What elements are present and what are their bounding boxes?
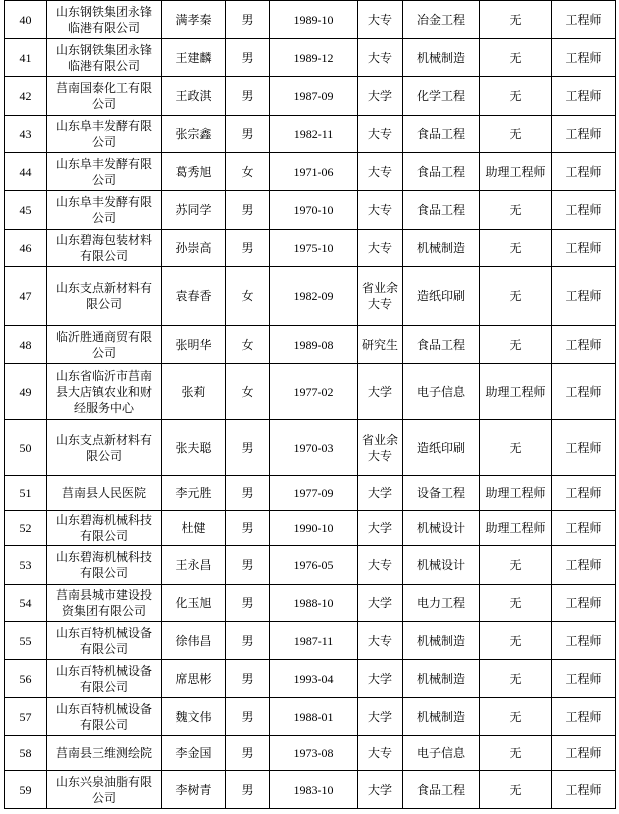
- company-cell: 山东省临沂市莒南县大店镇农业和财经服务中心: [47, 364, 162, 420]
- education-cell: 大学: [358, 771, 403, 809]
- person-name-cell: 魏文伟: [162, 698, 226, 736]
- current-title-cell: 助理工程师: [480, 153, 552, 191]
- applied-title-cell: 工程师: [552, 364, 616, 420]
- personnel-table: [4, 0, 616, 809]
- education-cell: 大学: [358, 585, 403, 622]
- gender-cell: 男: [226, 736, 270, 771]
- current-title-cell: 无: [480, 420, 552, 476]
- major-cell: 食品工程: [403, 116, 480, 153]
- birth-date-cell: 1989-10: [270, 1, 358, 39]
- current-title-cell: 无: [480, 585, 552, 622]
- major-cell: 电子信息: [403, 736, 480, 771]
- education-cell: 大专: [358, 153, 403, 191]
- company-cell: 山东支点新材料有限公司: [47, 420, 162, 476]
- education-cell: 大专: [358, 191, 403, 230]
- company-cell: 山东支点新材料有限公司: [47, 267, 162, 326]
- major-cell: 机械制造: [403, 660, 480, 698]
- major-cell: 机械制造: [403, 622, 480, 660]
- row-number-cell: 49: [5, 364, 47, 420]
- applied-title-cell: 工程师: [552, 771, 616, 809]
- person-name-cell: 王永昌: [162, 546, 226, 585]
- birth-date-cell: 1973-08: [270, 736, 358, 771]
- person-name-cell: 化玉旭: [162, 585, 226, 622]
- education-cell: 大学: [358, 660, 403, 698]
- company-cell: 山东钢铁集团永锋临港有限公司: [47, 39, 162, 77]
- major-cell: 机械设计: [403, 546, 480, 585]
- major-cell: 机械设计: [403, 511, 480, 546]
- current-title-cell: 无: [480, 116, 552, 153]
- gender-cell: 女: [226, 153, 270, 191]
- major-cell: 电子信息: [403, 364, 480, 420]
- gender-cell: 男: [226, 622, 270, 660]
- current-title-cell: 无: [480, 660, 552, 698]
- current-title-cell: 无: [480, 39, 552, 77]
- education-cell: 大学: [358, 364, 403, 420]
- company-cell: 莒南县城市建设投资集团有限公司: [47, 585, 162, 622]
- row-number-cell: 55: [5, 622, 47, 660]
- education-cell: 省业余大专: [358, 267, 403, 326]
- major-cell: 机械制造: [403, 39, 480, 77]
- table-row: [5, 420, 616, 476]
- table-row: [5, 476, 616, 511]
- birth-date-cell: 1989-12: [270, 39, 358, 77]
- applied-title-cell: 工程师: [552, 191, 616, 230]
- table-row: [5, 364, 616, 420]
- gender-cell: 男: [226, 191, 270, 230]
- person-name-cell: 满孝秦: [162, 1, 226, 39]
- company-cell: 山东阜丰发酵有限公司: [47, 153, 162, 191]
- table-row: [5, 267, 616, 326]
- person-name-cell: 席思彬: [162, 660, 226, 698]
- row-number-cell: 54: [5, 585, 47, 622]
- table-row: [5, 622, 616, 660]
- row-number-cell: 47: [5, 267, 47, 326]
- birth-date-cell: 1970-10: [270, 191, 358, 230]
- major-cell: 机械制造: [403, 698, 480, 736]
- current-title-cell: 无: [480, 622, 552, 660]
- education-cell: 大专: [358, 39, 403, 77]
- row-number-cell: 51: [5, 476, 47, 511]
- education-cell: 大学: [358, 511, 403, 546]
- row-number-cell: 52: [5, 511, 47, 546]
- applied-title-cell: 工程师: [552, 736, 616, 771]
- person-name-cell: 王政淇: [162, 77, 226, 116]
- birth-date-cell: 1987-09: [270, 77, 358, 116]
- table-row: [5, 1, 616, 39]
- current-title-cell: 无: [480, 736, 552, 771]
- current-title-cell: 无: [480, 771, 552, 809]
- table-row: [5, 736, 616, 771]
- gender-cell: 男: [226, 77, 270, 116]
- birth-date-cell: 1990-10: [270, 511, 358, 546]
- company-cell: 山东钢铁集团永锋临港有限公司: [47, 1, 162, 39]
- major-cell: 造纸印刷: [403, 420, 480, 476]
- person-name-cell: 张宗鑫: [162, 116, 226, 153]
- row-number-cell: 56: [5, 660, 47, 698]
- gender-cell: 男: [226, 660, 270, 698]
- gender-cell: 男: [226, 476, 270, 511]
- major-cell: 电力工程: [403, 585, 480, 622]
- birth-date-cell: 1988-01: [270, 698, 358, 736]
- applied-title-cell: 工程师: [552, 420, 616, 476]
- person-name-cell: 李金国: [162, 736, 226, 771]
- gender-cell: 男: [226, 771, 270, 809]
- applied-title-cell: 工程师: [552, 476, 616, 511]
- major-cell: 食品工程: [403, 771, 480, 809]
- birth-date-cell: 1976-05: [270, 546, 358, 585]
- applied-title-cell: 工程师: [552, 511, 616, 546]
- current-title-cell: 无: [480, 1, 552, 39]
- gender-cell: 男: [226, 39, 270, 77]
- current-title-cell: 助理工程师: [480, 476, 552, 511]
- person-name-cell: 孙崇高: [162, 230, 226, 267]
- table-row: [5, 39, 616, 77]
- current-title-cell: 助理工程师: [480, 511, 552, 546]
- row-number-cell: 48: [5, 326, 47, 364]
- birth-date-cell: 1982-09: [270, 267, 358, 326]
- row-number-cell: 57: [5, 698, 47, 736]
- birth-date-cell: 1970-03: [270, 420, 358, 476]
- current-title-cell: 无: [480, 77, 552, 116]
- table-row: [5, 698, 616, 736]
- major-cell: 食品工程: [403, 191, 480, 230]
- gender-cell: 男: [226, 116, 270, 153]
- birth-date-cell: 1988-10: [270, 585, 358, 622]
- person-name-cell: 葛秀旭: [162, 153, 226, 191]
- person-name-cell: 杜健: [162, 511, 226, 546]
- company-cell: 莒南县三维测绘院: [47, 736, 162, 771]
- birth-date-cell: 1971-06: [270, 153, 358, 191]
- current-title-cell: 无: [480, 267, 552, 326]
- gender-cell: 男: [226, 230, 270, 267]
- row-number-cell: 58: [5, 736, 47, 771]
- row-number-cell: 43: [5, 116, 47, 153]
- row-number-cell: 53: [5, 546, 47, 585]
- company-cell: 莒南国泰化工有限公司: [47, 77, 162, 116]
- gender-cell: 男: [226, 420, 270, 476]
- table-row: [5, 546, 616, 585]
- table-row: [5, 77, 616, 116]
- company-cell: 山东百特机械设备有限公司: [47, 698, 162, 736]
- education-cell: 大学: [358, 476, 403, 511]
- person-name-cell: 李树青: [162, 771, 226, 809]
- education-cell: 大专: [358, 1, 403, 39]
- gender-cell: 女: [226, 364, 270, 420]
- row-number-cell: 42: [5, 77, 47, 116]
- table-row: [5, 230, 616, 267]
- person-name-cell: 王建麟: [162, 39, 226, 77]
- current-title-cell: 无: [480, 326, 552, 364]
- gender-cell: 男: [226, 1, 270, 39]
- person-name-cell: 袁春香: [162, 267, 226, 326]
- row-number-cell: 41: [5, 39, 47, 77]
- person-name-cell: 徐伟昌: [162, 622, 226, 660]
- current-title-cell: 无: [480, 191, 552, 230]
- current-title-cell: 无: [480, 546, 552, 585]
- birth-date-cell: 1977-09: [270, 476, 358, 511]
- gender-cell: 女: [226, 326, 270, 364]
- person-name-cell: 苏同学: [162, 191, 226, 230]
- applied-title-cell: 工程师: [552, 660, 616, 698]
- company-cell: 莒南县人民医院: [47, 476, 162, 511]
- company-cell: 山东碧海机械科技有限公司: [47, 546, 162, 585]
- applied-title-cell: 工程师: [552, 39, 616, 77]
- major-cell: 化学工程: [403, 77, 480, 116]
- applied-title-cell: 工程师: [552, 1, 616, 39]
- current-title-cell: 无: [480, 698, 552, 736]
- row-number-cell: 59: [5, 771, 47, 809]
- table-row: [5, 585, 616, 622]
- education-cell: 大专: [358, 546, 403, 585]
- person-name-cell: 李元胜: [162, 476, 226, 511]
- major-cell: 食品工程: [403, 326, 480, 364]
- gender-cell: 男: [226, 546, 270, 585]
- education-cell: 省业余大专: [358, 420, 403, 476]
- applied-title-cell: 工程师: [552, 267, 616, 326]
- major-cell: 设备工程: [403, 476, 480, 511]
- education-cell: 大学: [358, 77, 403, 116]
- birth-date-cell: 1975-10: [270, 230, 358, 267]
- company-cell: 山东阜丰发酵有限公司: [47, 116, 162, 153]
- applied-title-cell: 工程师: [552, 230, 616, 267]
- birth-date-cell: 1987-11: [270, 622, 358, 660]
- gender-cell: 女: [226, 267, 270, 326]
- company-cell: 山东百特机械设备有限公司: [47, 660, 162, 698]
- major-cell: 机械制造: [403, 230, 480, 267]
- row-number-cell: 44: [5, 153, 47, 191]
- applied-title-cell: 工程师: [552, 585, 616, 622]
- education-cell: 研究生: [358, 326, 403, 364]
- table-row: [5, 511, 616, 546]
- company-cell: 临沂胜通商贸有限公司: [47, 326, 162, 364]
- table-row: [5, 326, 616, 364]
- company-cell: 山东碧海包装材料有限公司: [47, 230, 162, 267]
- person-name-cell: 张明华: [162, 326, 226, 364]
- row-number-cell: 40: [5, 1, 47, 39]
- major-cell: 冶金工程: [403, 1, 480, 39]
- company-cell: 山东百特机械设备有限公司: [47, 622, 162, 660]
- applied-title-cell: 工程师: [552, 77, 616, 116]
- applied-title-cell: 工程师: [552, 622, 616, 660]
- major-cell: 食品工程: [403, 153, 480, 191]
- education-cell: 大专: [358, 116, 403, 153]
- person-name-cell: 张莉: [162, 364, 226, 420]
- table-row: [5, 771, 616, 809]
- row-number-cell: 46: [5, 230, 47, 267]
- applied-title-cell: 工程师: [552, 698, 616, 736]
- current-title-cell: 助理工程师: [480, 364, 552, 420]
- birth-date-cell: 1977-02: [270, 364, 358, 420]
- table-body: [5, 1, 616, 809]
- table-row: [5, 116, 616, 153]
- major-cell: 造纸印刷: [403, 267, 480, 326]
- applied-title-cell: 工程师: [552, 116, 616, 153]
- education-cell: 大专: [358, 736, 403, 771]
- applied-title-cell: 工程师: [552, 546, 616, 585]
- table-row: [5, 153, 616, 191]
- current-title-cell: 无: [480, 230, 552, 267]
- row-number-cell: 45: [5, 191, 47, 230]
- birth-date-cell: 1989-08: [270, 326, 358, 364]
- education-cell: 大专: [358, 622, 403, 660]
- gender-cell: 男: [226, 698, 270, 736]
- company-cell: 山东碧海机械科技有限公司: [47, 511, 162, 546]
- education-cell: 大学: [358, 698, 403, 736]
- person-name-cell: 张夫聪: [162, 420, 226, 476]
- gender-cell: 男: [226, 511, 270, 546]
- row-number-cell: 50: [5, 420, 47, 476]
- applied-title-cell: 工程师: [552, 153, 616, 191]
- birth-date-cell: 1982-11: [270, 116, 358, 153]
- birth-date-cell: 1993-04: [270, 660, 358, 698]
- table-row: [5, 660, 616, 698]
- gender-cell: 男: [226, 585, 270, 622]
- birth-date-cell: 1983-10: [270, 771, 358, 809]
- company-cell: 山东阜丰发酵有限公司: [47, 191, 162, 230]
- company-cell: 山东兴泉油脂有限公司: [47, 771, 162, 809]
- table-row: [5, 191, 616, 230]
- education-cell: 大专: [358, 230, 403, 267]
- applied-title-cell: 工程师: [552, 326, 616, 364]
